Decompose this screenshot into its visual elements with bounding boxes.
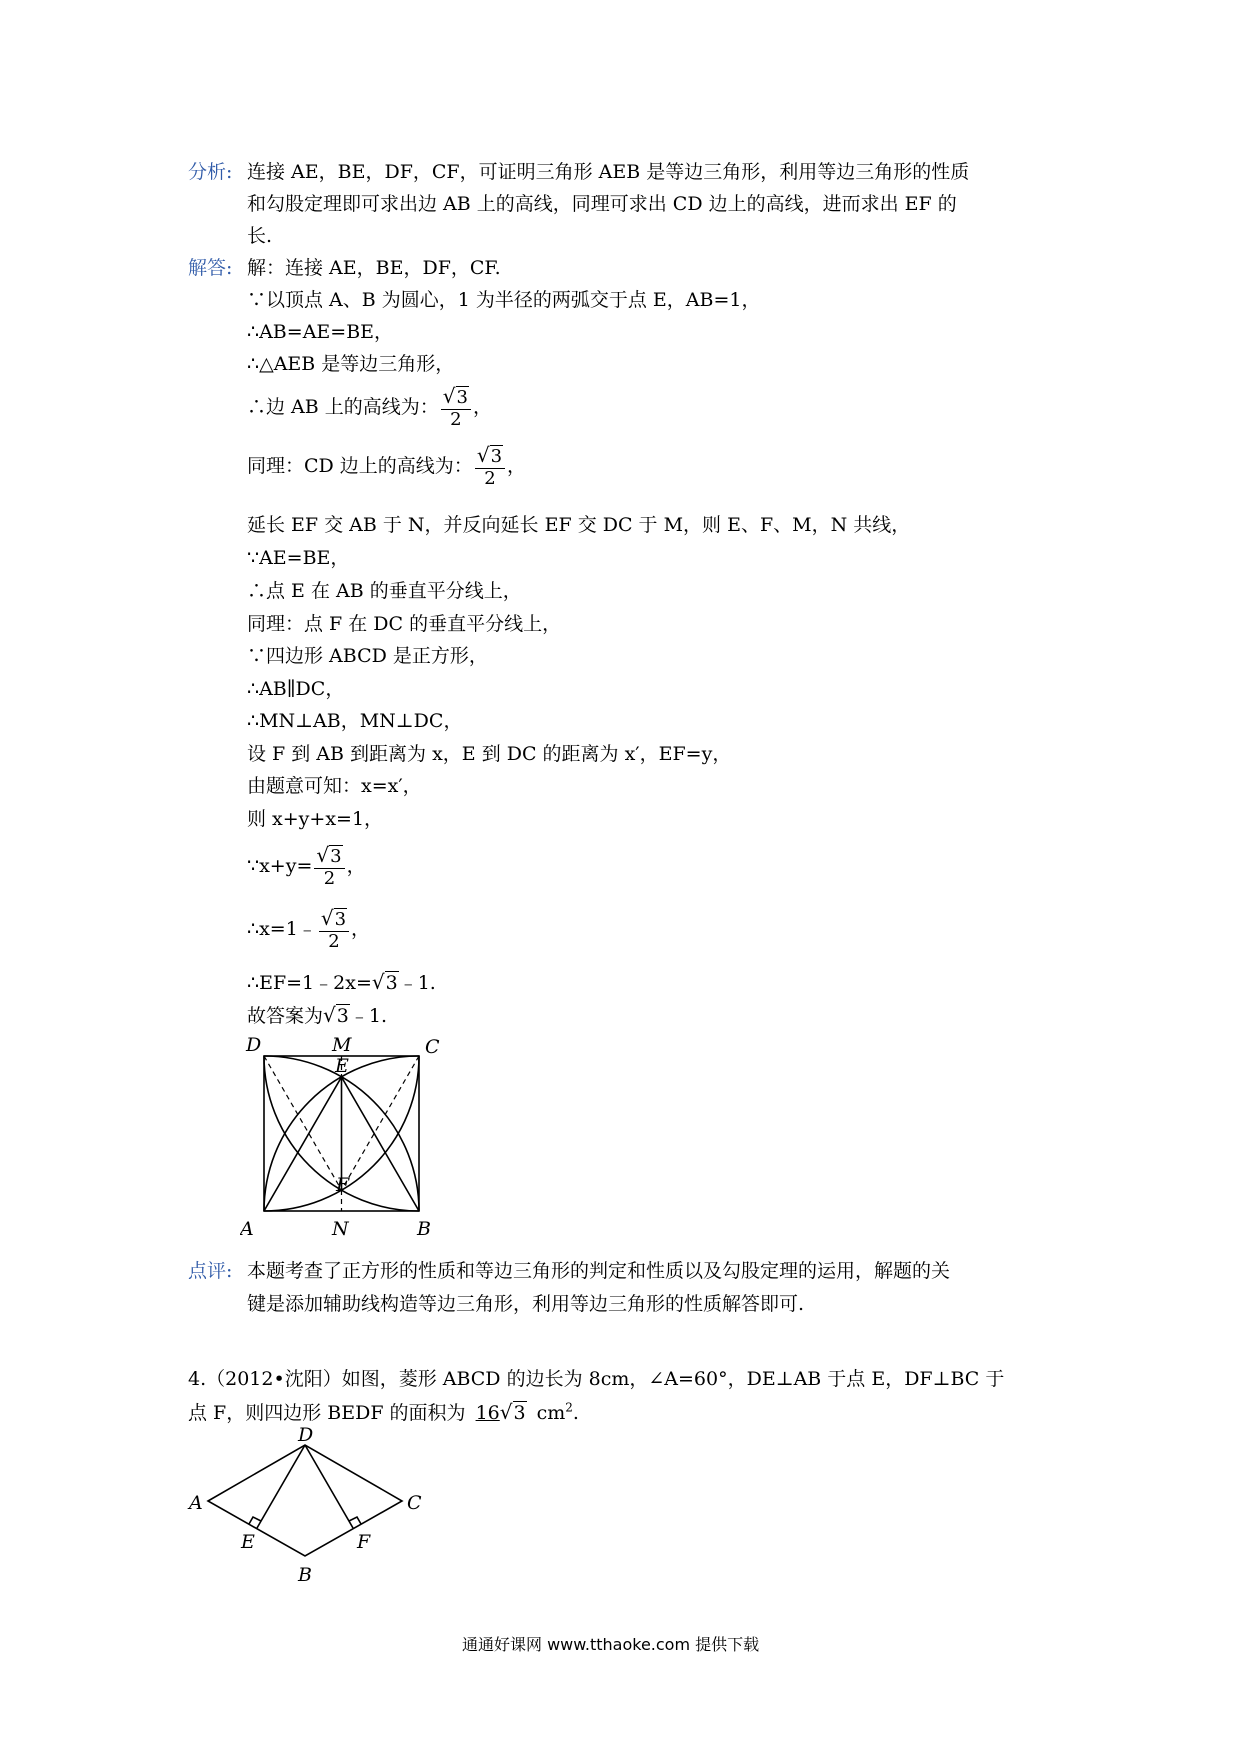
comment-label: 点评: [188,1260,233,1282]
solution-label: 解答: [188,257,233,279]
label-m: M [332,1035,352,1056]
solution-answer: 故答案为√3﹣1. [247,1003,387,1027]
solution-step-height-cd: 同理：CD 边上的高线为： $\frac{√3}{2}$ ， [247,443,527,489]
label-e: E [241,1531,255,1553]
sqrt-3: √3 [323,1003,349,1027]
segment-ae [264,1077,342,1211]
solution-step: ∴AB=AE=BE， [247,321,394,343]
solution-step: ∴△AEB 是等边三角形， [247,353,455,375]
segment-df [305,1445,353,1528]
solution-step: 设 F 到 AB 到距离为 x，E 到 DC 的距离为 x′，EF=y， [247,743,732,765]
label-e: E [335,1055,349,1077]
label-d: D [298,1425,314,1446]
footer-text: 通通好课网 www.tthaoke.com 提供下载 [462,1635,760,1654]
solution-step: 同理：点 F 在 DC 的垂直平分线上， [247,613,562,635]
step-text: ∴x=1﹣ [247,917,317,940]
solution-step: 由题意可知：x=x′， [247,775,422,797]
problem-4-line-1: 4.（2012•沈阳）如图，菱形 ABCD 的边长为 8cm，∠A=60°，DE⊥AB 于点 E，DF⊥BC 于 [188,1368,1005,1390]
segment-de [257,1445,305,1528]
comment-line-2: 键是添加辅助线构造等边三角形，利用等边三角形的性质解答即可. [247,1293,805,1315]
segment-be [342,1077,420,1211]
problem-4-line-2: 点 F，则四边形 BEDF 的面积为 16√3 $cm^2$. [188,1400,579,1424]
solution-step-xy: ∵x+y= $\frac{√3}{2}$ ， [247,843,366,889]
solution-step: ∵四边形 ABCD 是正方形， [247,645,488,667]
solution-step: ∴AB∥DC， [247,678,345,700]
square-arcs-figure [240,1035,450,1240]
label-b: B [298,1564,312,1586]
solution-step: 则 x+y+x=1， [247,808,384,830]
solution-step: ∵以顶点 A、B 为圆心，1 为半径的两弧交于点 E，AB=1， [247,289,761,311]
fraction-sqrt3-over-2: $\frac{√3}{2}$ [319,908,349,952]
label-b: B [417,1218,431,1240]
label-a: A [189,1492,203,1514]
label-c: C [425,1036,440,1058]
rhombus-abcd [208,1445,402,1556]
solution-first: 解：连接 AE，BE，DF，CF. [247,257,501,279]
segment-df [264,1056,342,1190]
fraction-sqrt3-over-2: $\frac{√3}{2}$ [314,845,344,889]
comment-line-1: 本题考查了正方形的性质和等边三角形的判定和性质以及勾股定理的运用，解题的关 [247,1260,951,1282]
segment-cf [342,1056,420,1190]
analysis-line-2: 和勾股定理即可求出边 AB 上的高线，同理可求出 CD 边上的高线，进而求出 EF 的 [247,193,957,215]
rhombus-figure [185,1425,435,1590]
label-a: A [240,1218,254,1240]
analysis-label: 分析: [188,161,233,183]
analysis-line-3: 长. [247,225,273,247]
solution-step: ∴点 E 在 AB 的垂直平分线上， [247,580,522,602]
label-c: C [407,1492,422,1514]
label-f: F [336,1174,350,1196]
solution-step-x: ∴x=1﹣ $\frac{√3}{2}$ ， [247,906,371,952]
step-text: ∵x+y= [247,854,313,877]
fraction-sqrt3-over-2: $\frac{√3}{2}$ [441,386,471,430]
label-n: N [332,1218,349,1240]
solution-step: ∵AE=BE， [247,547,350,569]
answer-blank: 16√3 [475,1400,526,1424]
analysis-line-1: 连接 AE，BE，DF，CF，可证明三角形 AEB 是等边三角形，利用等边三角形的性质 [247,161,970,183]
step-text: ∴边 AB 上的高线为： [247,395,439,418]
sqrt-3: √3 [371,970,398,994]
step-text: 同理：CD 边上的高线为： [247,454,473,477]
fraction-sqrt3-over-2: $\frac{√3}{2}$ [475,445,505,489]
label-d: D [246,1035,262,1056]
solution-step-height-ab: ∴边 AB 上的高线为： $\frac{√3}{2}$ ， [247,384,492,430]
solution-step-ef: ∴EF=1﹣2x=√3﹣1. [247,970,436,994]
solution-step: ∴MN⊥AB，MN⊥DC， [247,710,463,732]
solution-step: 延长 EF 交 AB 于 N，并反向延长 EF 交 DC 于 M，则 E、F、M，N 共线， [247,514,911,536]
label-f: F [357,1531,371,1553]
